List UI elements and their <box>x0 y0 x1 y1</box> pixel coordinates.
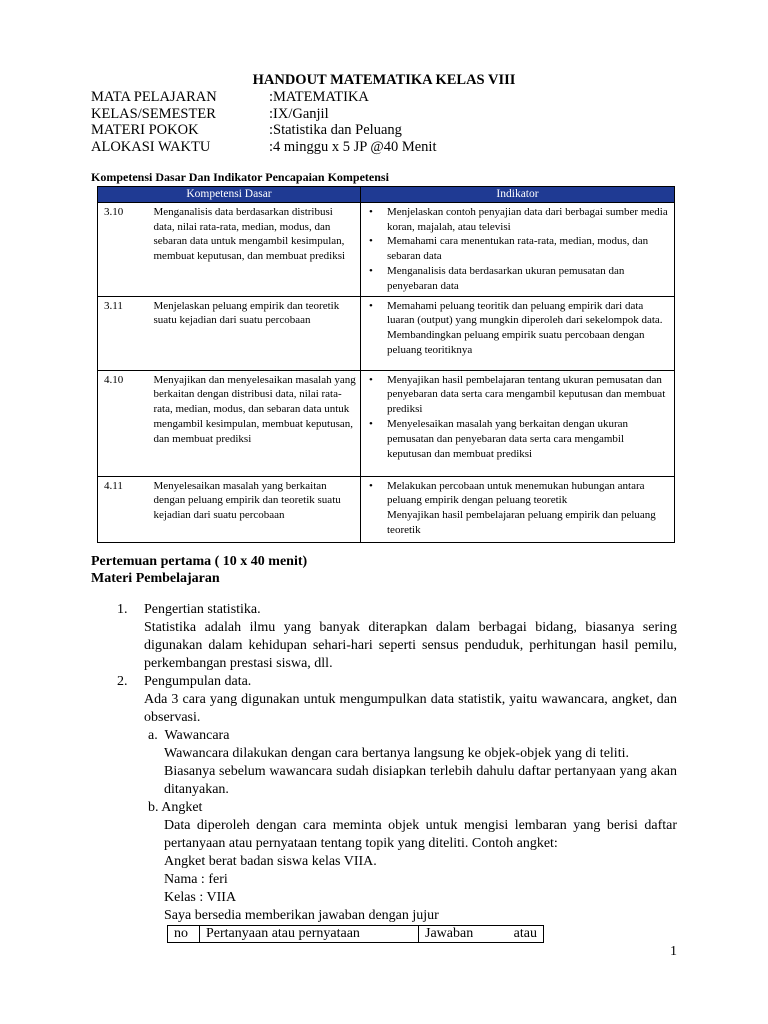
column-header-no: no <box>168 926 200 943</box>
meta-value: :MATEMATIKA <box>269 89 369 105</box>
meta-key: ALOKASI WAKTU <box>91 138 211 155</box>
meta-value: :IX/Ganjil <box>269 105 329 122</box>
meta-key: KELAS/SEMESTER <box>91 105 216 122</box>
column-header-answer <box>419 926 544 943</box>
column-header-indikator: Indikator <box>361 187 675 203</box>
meta-row <box>91 89 437 106</box>
document-meta <box>91 89 437 155</box>
kd-code: 3.10 <box>98 202 150 296</box>
table-row <box>168 926 544 943</box>
indicator-cell <box>361 370 675 476</box>
sub-item-wawancara <box>144 727 677 799</box>
item-title: Pengertian statistika. <box>144 602 261 617</box>
kd-description: Menyelesaikan masalah yang berkaitan dengan peluang empirik dan teoretik suatu kejadian dari suatu percobaan <box>150 476 361 542</box>
meta-row <box>91 106 437 123</box>
kd-description: Menyajikan dan menyelesaikan masalah yang berkaitan dengan distribusi data, nilai rata-rata, median, modus, dan sebaran data untuk mengambil kesimpulan, membuat keputusan, dan membuat prediksi <box>150 370 361 476</box>
column-header-kompetensi: Kompetensi Dasar <box>98 187 361 203</box>
indicator-item: • Menyajikan hasil pembelajaran tentang ukuran pemusatan dan penyebaran data serta cara mengambil keputusan dan membuat prediksi <box>365 373 670 417</box>
meeting-heading <box>91 554 307 587</box>
example-consent: Saya bersedia memberikan jawaban dengan jujur <box>164 908 439 923</box>
table-row <box>98 370 675 476</box>
indicator-cell <box>361 296 675 370</box>
meta-key: MATERI POKOK <box>91 122 199 138</box>
page-title: HANDOUT MATEMATIKA KELAS VIII <box>252 72 516 88</box>
meta-value: :4 minggu x 5 JP @40 Menit <box>269 138 437 155</box>
sub-item-heading: Wawancara <box>164 728 230 743</box>
table-row <box>98 202 675 296</box>
example-class: Kelas : VIIA <box>164 890 237 905</box>
meeting-subtitle: Materi Pembelajaran <box>91 570 220 586</box>
indicator-extra: Membandingkan peluang empirik suatu percobaan dengan peluang teoritiknya <box>387 329 645 356</box>
indicator-extra: Menyajikan hasil pembelajaran peluang empirik dan peluang teoretik <box>387 509 656 536</box>
answer-or-label: atau <box>513 926 537 941</box>
column-header-question: Pertanyaan atau pernyataan <box>200 926 419 943</box>
competency-table <box>97 186 675 543</box>
sub-item-label: a. <box>148 728 158 743</box>
table-row <box>98 296 675 370</box>
sub-item-text: Data diperoleh dengan cara meminta objek untuk mengisi lembaran yang berisi daftar pertanyaan atau pernyataan tentang topik yang diteliti. Contoh angket: <box>164 818 677 851</box>
list-item <box>117 673 677 925</box>
meta-row <box>91 122 437 139</box>
sub-item-text: Wawancara dilakukan dengan cara bertanya langsung ke objek-objek yang di teliti. <box>164 746 629 761</box>
indicator-cell <box>361 476 675 542</box>
table-row <box>98 476 675 542</box>
survey-table <box>167 925 544 943</box>
indicator-item: • Menyelesaikan masalah yang berkaitan dengan ukuran pemusatan dan penyebaran data serta cara mengambil keputusan dan membuat prediksi <box>365 417 670 461</box>
list-item <box>117 601 677 673</box>
item-text: Statistika adalah ilmu yang banyak diterapkan dalam berbagai bidang, biasanya sering digunakan dalam kehidupan sehari-hari seperti sensus penduduk, perhitungan hasil pemilu, perkembangan prestasi siswa, dll. <box>144 620 677 671</box>
example-name: Nama : feri <box>164 872 228 887</box>
learning-content <box>117 601 677 925</box>
meeting-title: Pertemuan pertama ( 10 x 40 menit) <box>91 554 308 569</box>
item-number: 2. <box>117 674 128 689</box>
item-text: Ada 3 cara yang digunakan untuk mengumpulkan data statistik, yaitu wawancara, angket, dan observasi. <box>144 692 677 725</box>
meta-value: :Statistika dan Peluang <box>269 122 402 138</box>
sub-item-angket <box>144 799 677 925</box>
sub-item-text: Biasanya sebelum wawancara sudah disiapkan terlebih dahulu daftar pertanyaan yang akan ditanyakan. <box>164 764 677 797</box>
indicator-cell <box>361 202 675 296</box>
answer-label: Jawaban <box>425 926 474 941</box>
indicator-item: • Memahami cara menentukan rata-rata, median, modus, dan sebaran data <box>365 234 670 264</box>
indicator-item: • Menjelaskan contoh penyajian data dari berbagai sumber media koran, majalah, atau televisi <box>365 205 670 235</box>
sub-item-title <box>148 727 677 745</box>
example-title: Angket berat badan siswa kelas VIIA. <box>164 854 377 869</box>
indicator-item: • Menganalisis data berdasarkan ukuran pemusatan dan penyebaran data <box>365 264 670 294</box>
meta-key: MATA PELAJARAN <box>91 89 217 105</box>
competency-heading: Kompetensi Dasar Dan Indikator Pencapaian Kompetensi <box>91 170 389 184</box>
indicator-item: • Melakukan percobaan untuk menemukan hubungan antara peluang empirik dengan peluang teoretik <box>365 479 670 509</box>
kd-code: 4.10 <box>98 370 150 476</box>
kd-description: Menganalisis data berdasarkan distribusi data, nilai rata-rata, median, modus, dan sebaran data untuk mengambil kesimpulan, membuat keputusan, dan membuat prediksi <box>150 202 361 296</box>
kd-description: Menjelaskan peluang empirik dan teoretik suatu kejadian dari suatu percobaan <box>150 296 361 370</box>
indicator-item: • Memahami peluang teoritik dan peluang empirik dari data luaran (output) yang mungkin diperoleh dari sekelompok data. <box>365 299 670 329</box>
kd-code: 3.11 <box>98 296 150 370</box>
meta-row <box>91 139 437 156</box>
kd-code: 4.11 <box>98 476 150 542</box>
sub-item-heading: b. Angket <box>148 800 203 815</box>
page-number: 1 <box>670 944 677 959</box>
item-number: 1. <box>117 602 128 617</box>
item-title: Pengumpulan data. <box>144 674 252 689</box>
